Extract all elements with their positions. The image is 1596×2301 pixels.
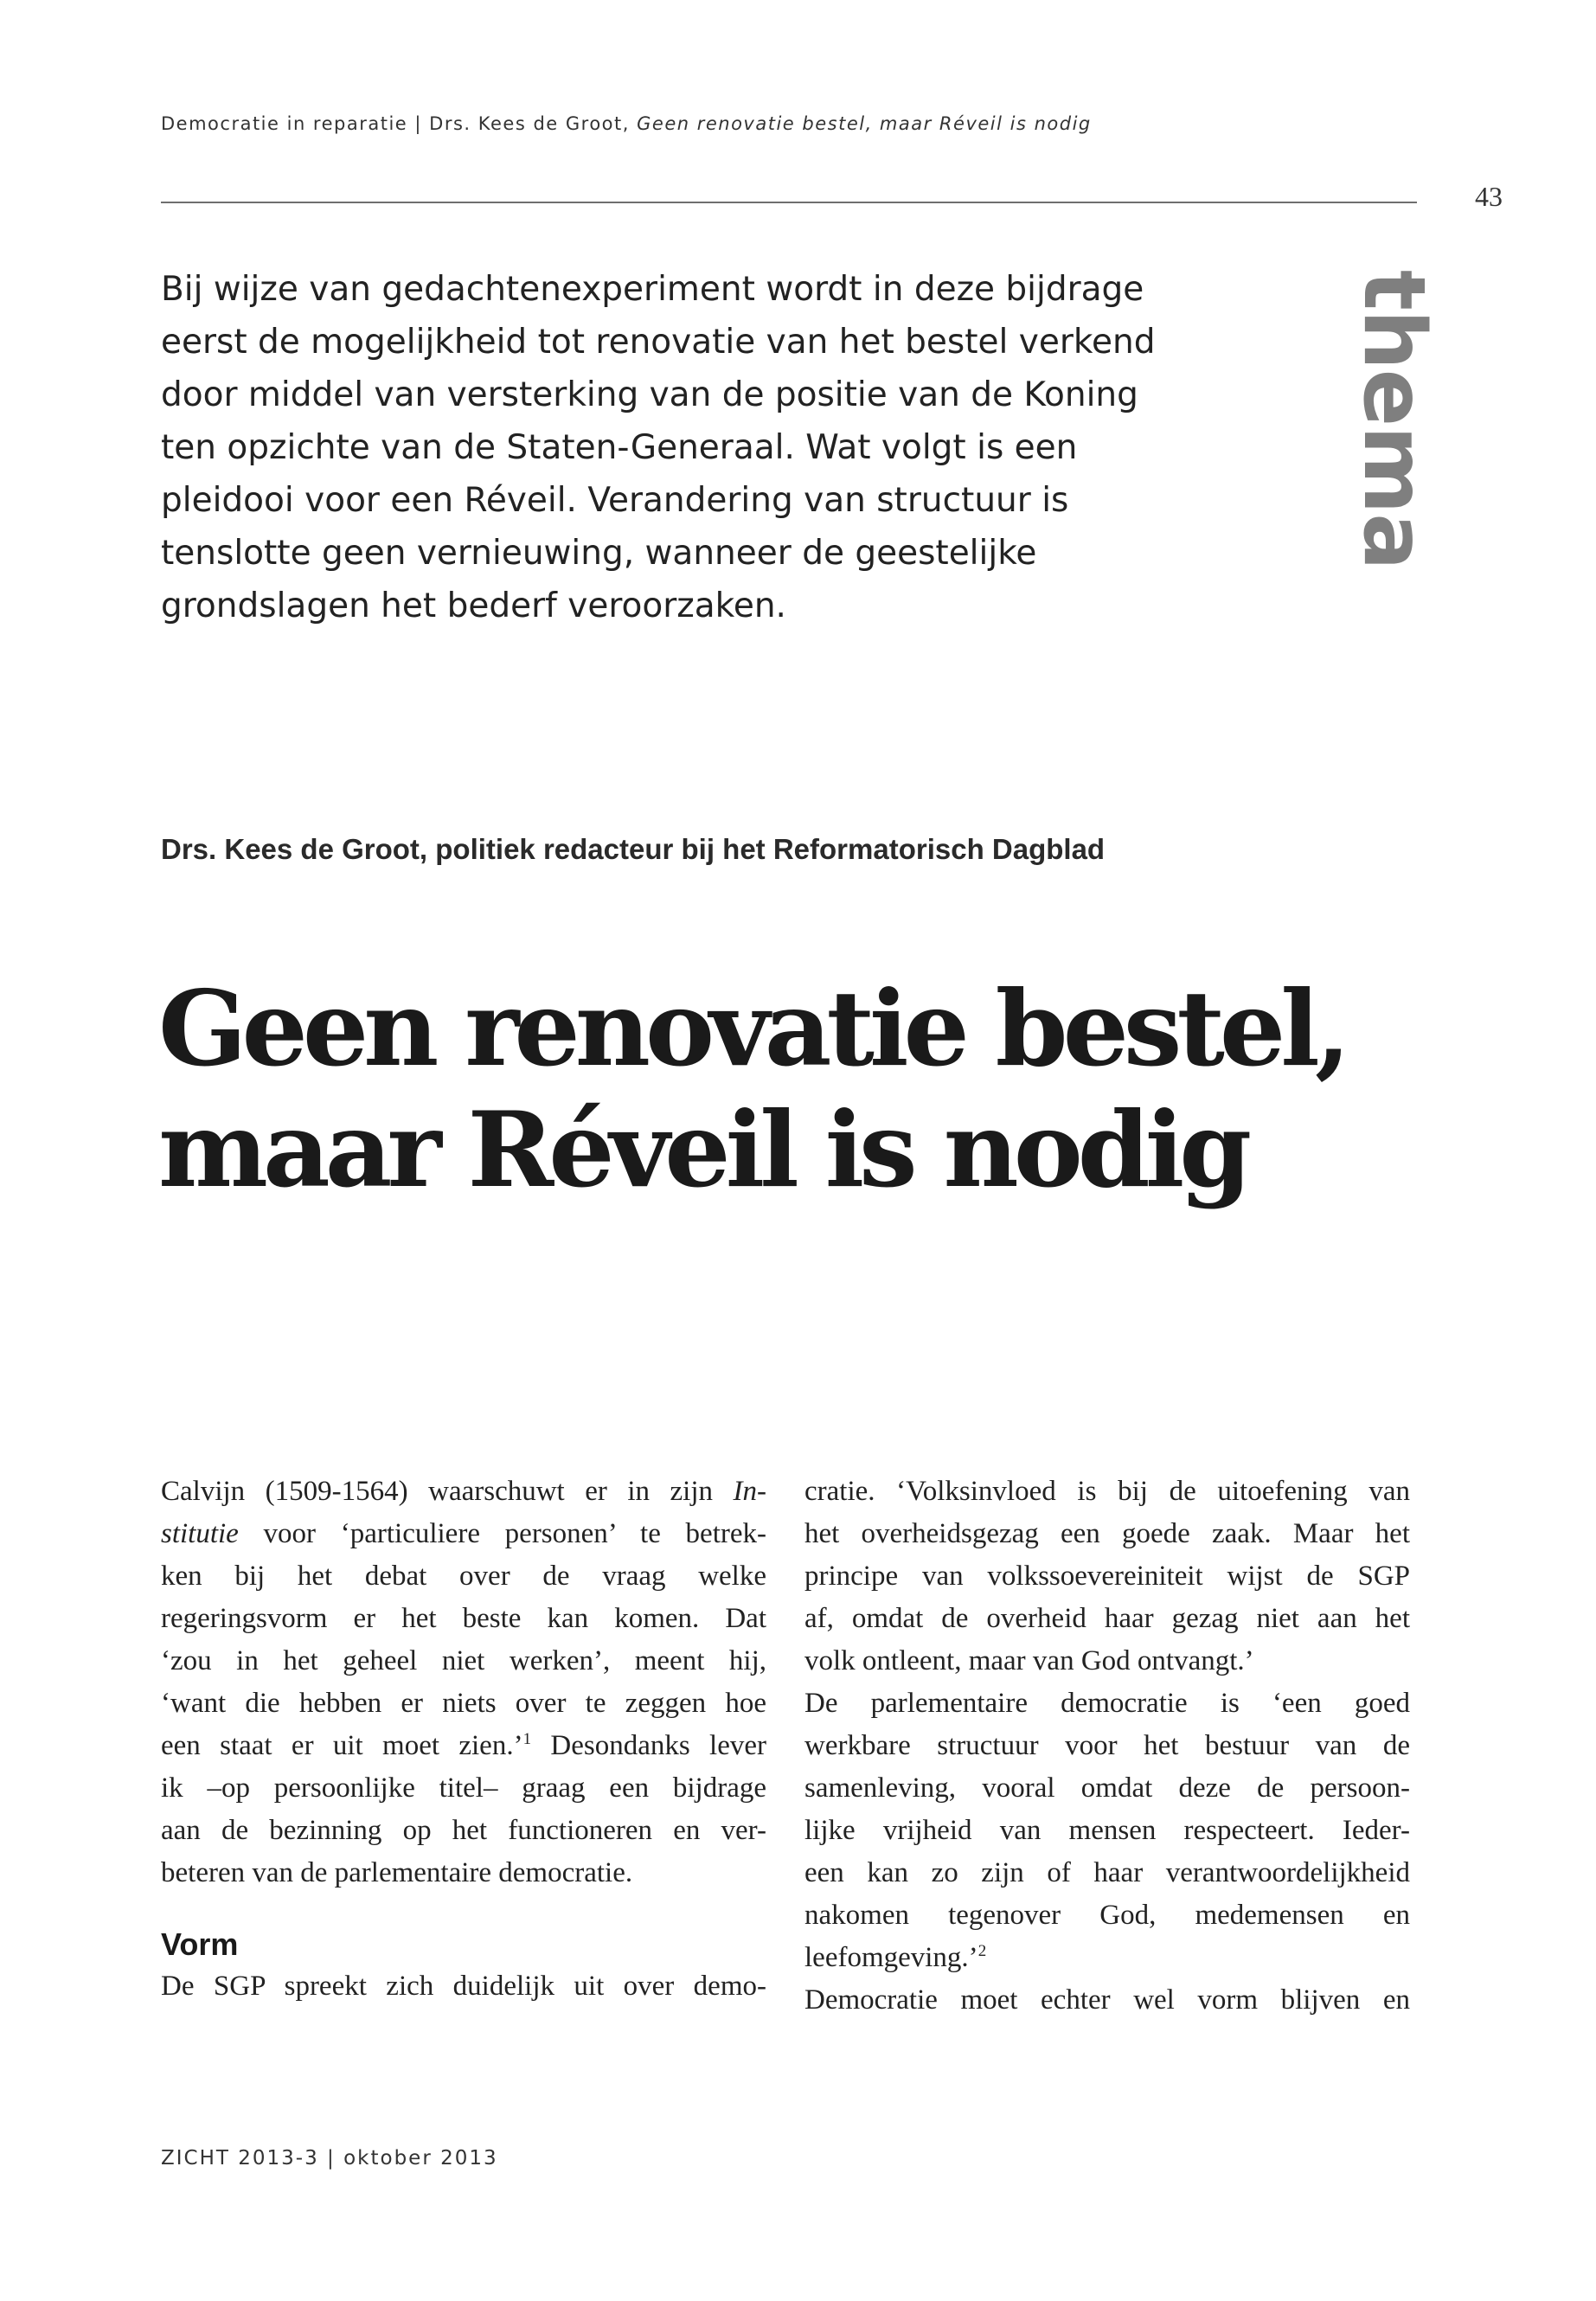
header-rule xyxy=(161,202,1417,203)
footnote-marker: 1 xyxy=(522,1730,532,1748)
title-line-1: Geen renovatie bestel, xyxy=(158,968,1346,1090)
body-line: volk ontleent, maar van God ontvangt.’ xyxy=(804,1645,1254,1676)
body-column-right xyxy=(804,1471,1410,2022)
body-line: principe van volkssoevereiniteit wijst de SGP xyxy=(804,1561,1410,1592)
section-heading-vorm: Vorm xyxy=(161,1926,239,1962)
body-line: regeringsvorm er het beste kan komen. Dat xyxy=(161,1603,766,1634)
body-line: cratie. ‘Volksinvloed is bij de uitoefening van xyxy=(804,1476,1410,1507)
body-text: een staat er uit moet zien.’ xyxy=(161,1730,523,1761)
intro-line: Bij wijze van gedachtenexperiment wordt in deze bijdrage xyxy=(161,270,1144,309)
footnote-marker: 2 xyxy=(977,1942,987,1960)
body-line: beteren van de parlementaire democratie. xyxy=(161,1857,633,1888)
body-line: Democratie moet echter wel vorm blijven en xyxy=(804,1984,1410,2016)
body-line xyxy=(161,1513,766,1555)
body-line: ‘want die hebben er niets over te zeggen hoe xyxy=(161,1688,766,1719)
body-line: het overheidsgezag een goede zaak. Maar het xyxy=(804,1518,1410,1549)
body-column-left xyxy=(161,1471,766,2008)
intro-line: tenslotte geen vernieuwing, wanneer de geestelijke xyxy=(161,534,1037,573)
running-head-article-title: Geen renovatie bestel, maar Réveil is nodig xyxy=(637,113,1092,134)
page-number: 43 xyxy=(1475,181,1503,212)
body-line: nakomen tegenover God, medemensen en xyxy=(804,1900,1410,1931)
body-text-italic: In- xyxy=(733,1476,766,1507)
running-head xyxy=(161,113,1092,134)
intro-paragraph xyxy=(161,263,1303,632)
running-head-separator: | xyxy=(414,113,422,134)
body-text: leefomgeving.’ xyxy=(804,1942,978,1973)
body-line: ken bij het debat over de vraag welke xyxy=(161,1561,766,1592)
body-line: werkbare structuur voor het bestuur van de xyxy=(804,1730,1410,1761)
body-line: ik –op persoonlijke titel– graag een bijdrage xyxy=(161,1772,766,1804)
body-line xyxy=(804,1937,1410,1979)
intro-line: door middel van versterking van de positie van de Koning xyxy=(161,375,1138,414)
body-line: lijke vrijheid van mensen respecteert. Ieder- xyxy=(804,1815,1410,1846)
body-line: samenleving, vooral omdat deze de persoon- xyxy=(804,1772,1410,1804)
side-label-thema: thema xyxy=(1344,270,1443,570)
article-title xyxy=(158,969,1456,1211)
intro-line: grondslagen het bederf veroorzaken. xyxy=(161,586,786,625)
author-byline: Drs. Kees de Groot, politiek redacteur bij het Reformatorisch Dagblad xyxy=(161,833,1106,865)
title-line-2: maar Réveil is nodig xyxy=(158,1089,1247,1211)
intro-line: eerst de mogelijkheid tot renovatie van het bestel verkend xyxy=(161,323,1156,362)
body-text: Calvijn (1509-1564) waarschuwt er in zijn xyxy=(161,1476,734,1507)
running-head-author: Drs. Kees de Groot, xyxy=(429,113,630,134)
body-line xyxy=(161,1471,766,1513)
body-text-italic: stitutie xyxy=(161,1518,239,1549)
intro-line: pleidooi voor een Réveil. Verandering van structuur is xyxy=(161,481,1069,520)
body-text: Desondanks lever xyxy=(531,1730,766,1761)
body-line: De parlementaire democratie is ‘een goed xyxy=(804,1688,1410,1719)
body-text: voor ‘particuliere personen’ te betrek- xyxy=(238,1518,766,1549)
body-line: af, omdat de overheid haar gezag niet aan het xyxy=(804,1603,1410,1634)
page-footer: ZICHT 2013-3 | oktober 2013 xyxy=(161,2147,498,2170)
body-line: ‘zou in het geheel niet werken’, meent hij, xyxy=(161,1645,766,1676)
body-line: aan de bezinning op het functioneren en ver- xyxy=(161,1815,766,1846)
intro-line: ten opzichte van de Staten-Generaal. Wat volgt is een xyxy=(161,428,1078,467)
running-head-section: Democratie in reparatie xyxy=(161,113,408,134)
body-line: De SGP spreekt zich duidelijk uit over demo- xyxy=(161,1971,766,2002)
body-line xyxy=(161,1725,766,1767)
body-line: een kan zo zijn of haar verantwoordelijkheid xyxy=(804,1857,1410,1888)
